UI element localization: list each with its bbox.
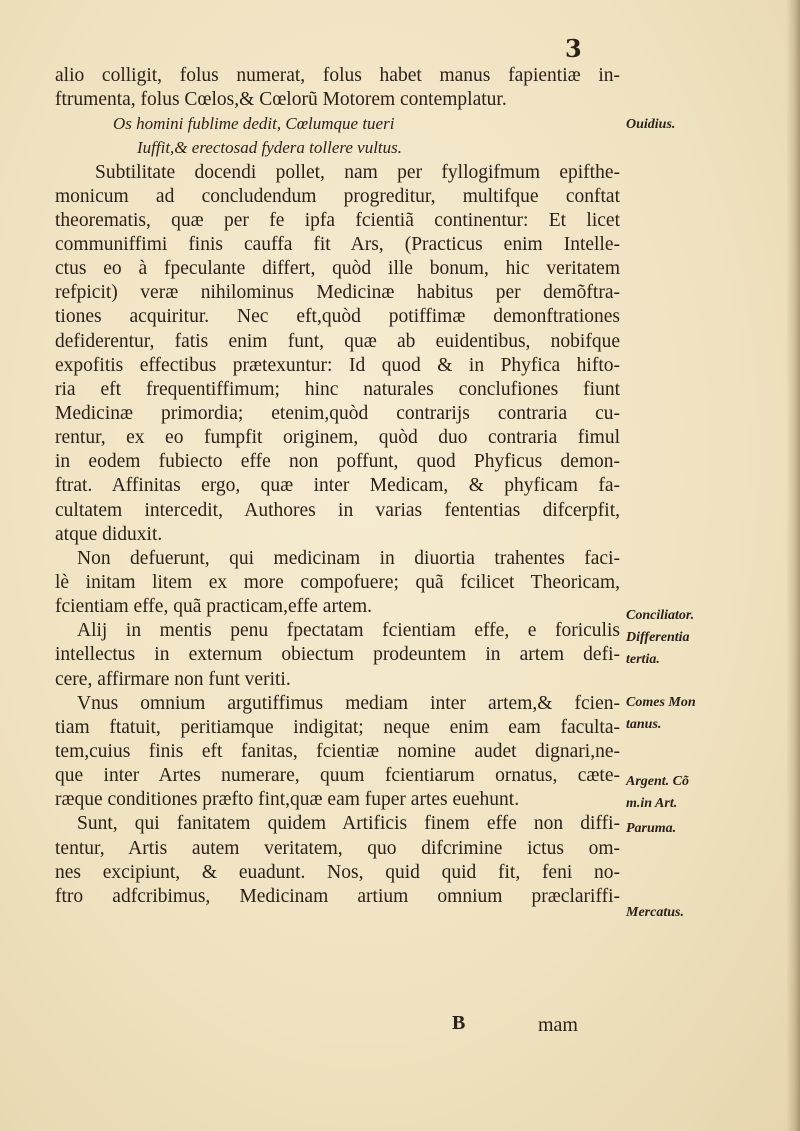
- text-line: cere, affirmare non funt veriti.: [55, 668, 291, 690]
- page-footer: [0, 1012, 800, 1042]
- text-line: nes excipiunt, & euadunt. Nos, quid quid fit, feni no-: [55, 861, 620, 883]
- margin-note: tanus.: [626, 717, 662, 732]
- text-line: atque diduxit.: [55, 523, 163, 545]
- text-line: Subtilitate docendi pollet, nam per fyllogifmum epifthe-: [95, 161, 620, 183]
- text-line: Os homini fublime dedit, Cœlumque tueri: [113, 114, 395, 134]
- text-line: rentur, ex eo fumpfit originem, quòd duo contraria fimul: [55, 427, 620, 449]
- text-line: ftro adfcribimus, Medicinam artium omnium præclariffi-: [55, 885, 620, 907]
- margin-note: Mercatus.: [626, 905, 684, 920]
- text-line: Non defuerunt, qui medicinam in diuortia trahentes faci-: [77, 547, 620, 569]
- margin-note: tertia.: [626, 652, 660, 667]
- main-text-block: [55, 64, 620, 909]
- text-line: theorematis, quæ per fe ipfa fcientiã continentur: Et licet: [55, 209, 620, 231]
- text-line: Alij in mentis penu fpectatam fcientiam effe, e foriculis: [77, 620, 620, 642]
- margin-note: Comes Mon: [626, 695, 696, 710]
- margin-note: Differentia: [626, 630, 690, 645]
- margin-note: Paruma.: [626, 821, 677, 836]
- signature-mark: B: [452, 1012, 466, 1034]
- margin-note: Argent. Cõ: [626, 774, 690, 789]
- text-line: in eodem fubiecto effe non poffunt, quod Phyficus demon-: [55, 451, 620, 473]
- text-line: tentur, Artis autem veritatem, quo difcrimine ictus om-: [55, 837, 620, 859]
- text-line: defiderentur, fatis enim funt, quæ ab euidentibus, nobifque: [55, 330, 620, 352]
- text-line: communiffimi finis cauffa fit Ars, (Practicus enim Intelle-: [55, 233, 620, 255]
- text-line: expofitis effectibus prætexuntur: Id quod & in Phyfica hifto-: [55, 354, 620, 376]
- margin-note: m.in Art.: [626, 796, 678, 811]
- page-edge-shadow: [786, 0, 800, 1131]
- text-line: ftrumenta, folus Cœlos,& Cœlorũ Motorem contemplatur.: [55, 89, 507, 111]
- text-line: tiones acquiritur. Nec eft,quòd potiffimæ demonftrationes: [55, 306, 620, 328]
- text-line: Vnus omnium argutiffimus mediam inter artem,& fcien-: [77, 692, 620, 714]
- text-line: ctus eo à fpeculante differt, quòd ille bonum, hic veritatem: [55, 258, 620, 280]
- text-line: Iuffit,& erectosad fydera tollere vultus.: [137, 138, 403, 158]
- text-line: refpicit) veræ nihilominus Medicinæ habitus per demõftra-: [55, 282, 620, 304]
- page-number: 3: [565, 34, 582, 63]
- margin-note: Ouidius.: [626, 117, 676, 132]
- text-line: tem,cuius finis eft fanitas, fcientiæ nomine audet dignari,ne-: [55, 740, 620, 762]
- text-line: intellectus in externum obiectum prodeuntem in artem defi-: [55, 644, 620, 666]
- text-line: Sunt, qui fanitatem quidem Artificis finem effe non diffi-: [77, 813, 620, 835]
- text-line: lè initam litem ex more compofuere; quã fcilicet Theoricam,: [55, 571, 620, 593]
- text-line: ftrat. Affinitas ergo, quæ inter Medicam, & phyficam fa-: [55, 475, 620, 497]
- text-line: cultatem intercedit, Authores in varias fententias difcerpfit,: [55, 499, 620, 521]
- text-line: monicum ad concludendum progreditur, multifque conftat: [55, 185, 620, 207]
- text-line: que inter Artes numerare, quum fcientiarum ornatus, cæte-: [55, 765, 620, 787]
- margin-note: Conciliator.: [626, 608, 695, 623]
- text-line: Medicinæ primordia; etenim,quòd contrarijs contraria cu-: [55, 402, 620, 424]
- text-line: fcientiam effe, quã practicam,effe artem.: [55, 596, 373, 618]
- catchword: mam: [538, 1014, 578, 1036]
- text-line: ræque conditiones præfto fint,quæ eam fuper artes euehunt.: [55, 789, 520, 811]
- text-line: tiam ftatuit, peritiamque indigitat; neque enim eam faculta-: [55, 716, 620, 738]
- text-line: ria eft frequentiffimum; hinc naturales conclufiones fiunt: [55, 378, 620, 400]
- text-line: alio colligit, folus numerat, folus habet manus fapientiæ in-: [55, 65, 620, 86]
